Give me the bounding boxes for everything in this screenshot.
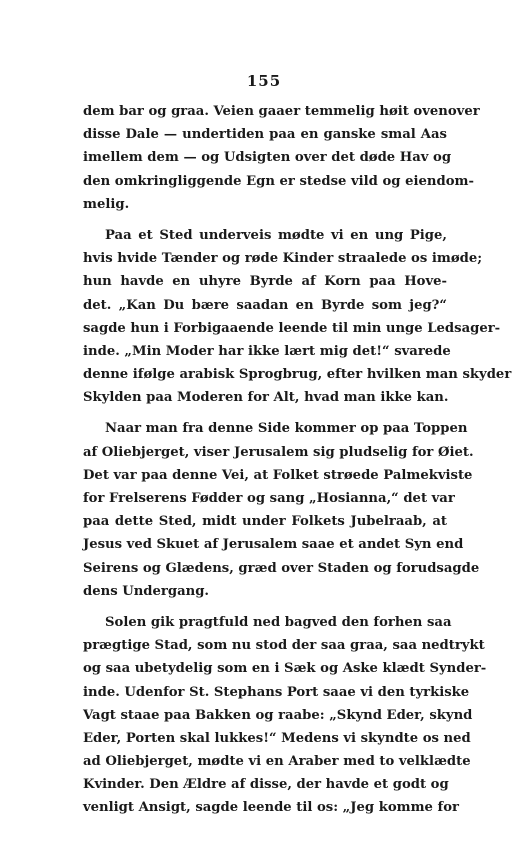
text-line: Seirens og Glædens, græd over Staden og forudsagde [83,560,480,576]
text-line: dens Undergang. [83,583,210,599]
text-line: Skylden paa Moderen for Alt, hvad man ikke kan. [83,390,449,406]
text-line: melig. [83,196,130,212]
text-line: prægtige Stad, som nu stod der saa graa, saa nedtrykt [83,638,485,654]
body-text [83,100,512,820]
text-line: for Frelserens Fødder og sang „Hosianna,“ det var [83,491,455,506]
paragraph [83,100,480,216]
paragraph [83,611,487,820]
text-line: hun havde en uhyre Byrde af Korn paa Hove- [83,274,447,290]
paragraph [83,417,480,603]
text-line: af Oliebjerget, viser Jerusalem sig pludselig for Øiet. [83,444,474,460]
text-line: imellem dem — og Udsigten over det døde Hav og [83,150,452,166]
text-line: Naar man fra denne Side kommer op paa Toppen [105,421,468,437]
text-line: og saa ubetydelig som en i Sæk og Aske klædt Synder- [83,661,487,677]
text-line: dem bar og graa. Veien gaaer temmelig høit ovenover [83,104,480,119]
text-line: Jesus ved Skuet af Jerusalem saae et andet Syn end [83,537,464,553]
text-line: disse Dale — undertiden paa en ganske smal Aas [83,127,447,143]
text-line: Kvinder. Den Ældre af disse, der havde et godt og [83,777,449,793]
text-line: paa dette Sted, midt under Folkets Jubelraab, at [83,514,447,530]
text-line: inde. „Min Moder har ikke lært mig det!“ svarede [83,343,451,359]
text-line: inde. Udenfor St. Stephans Port saae vi den tyrkiske [83,684,470,700]
text-line: ad Oliebjerget, mødte vi en Araber med to velklædte [83,754,471,770]
text-line: venligt Ansigt, sagde leende til os: „Jeg komme for [83,800,459,816]
text-line: den omkringliggende Egn er stedse vild og eiendom- [83,173,474,189]
text-line: Vagt staae paa Bakken og raabe: „Skynd Eder, skynd [83,707,473,723]
text-line: sagde hun i Forbigaaende leende til min unge Ledsager- [83,320,501,336]
text-line: denne ifølge arabisk Sprogbrug, efter hvilken man skyder [83,367,512,383]
page-number: 155 [246,72,282,90]
text-line: Det var paa denne Vei, at Folket strøede Palmekviste [83,467,473,483]
text-line: Solen gik pragtfuld ned bagved den forhen saa [105,614,452,630]
text-line: hvis hvide Tænder og røde Kinder straalede os imøde; [83,251,483,267]
text-line: det. „Kan Du bære saadan en Byrde som jeg?“ [83,297,447,313]
text-line: Eder, Porten skal lukkes!“ Medens vi skyndte os ned [83,730,471,746]
text-line: Paa et Sted underveis mødte vi en ung Pige, [105,227,447,243]
paragraph [83,224,512,410]
